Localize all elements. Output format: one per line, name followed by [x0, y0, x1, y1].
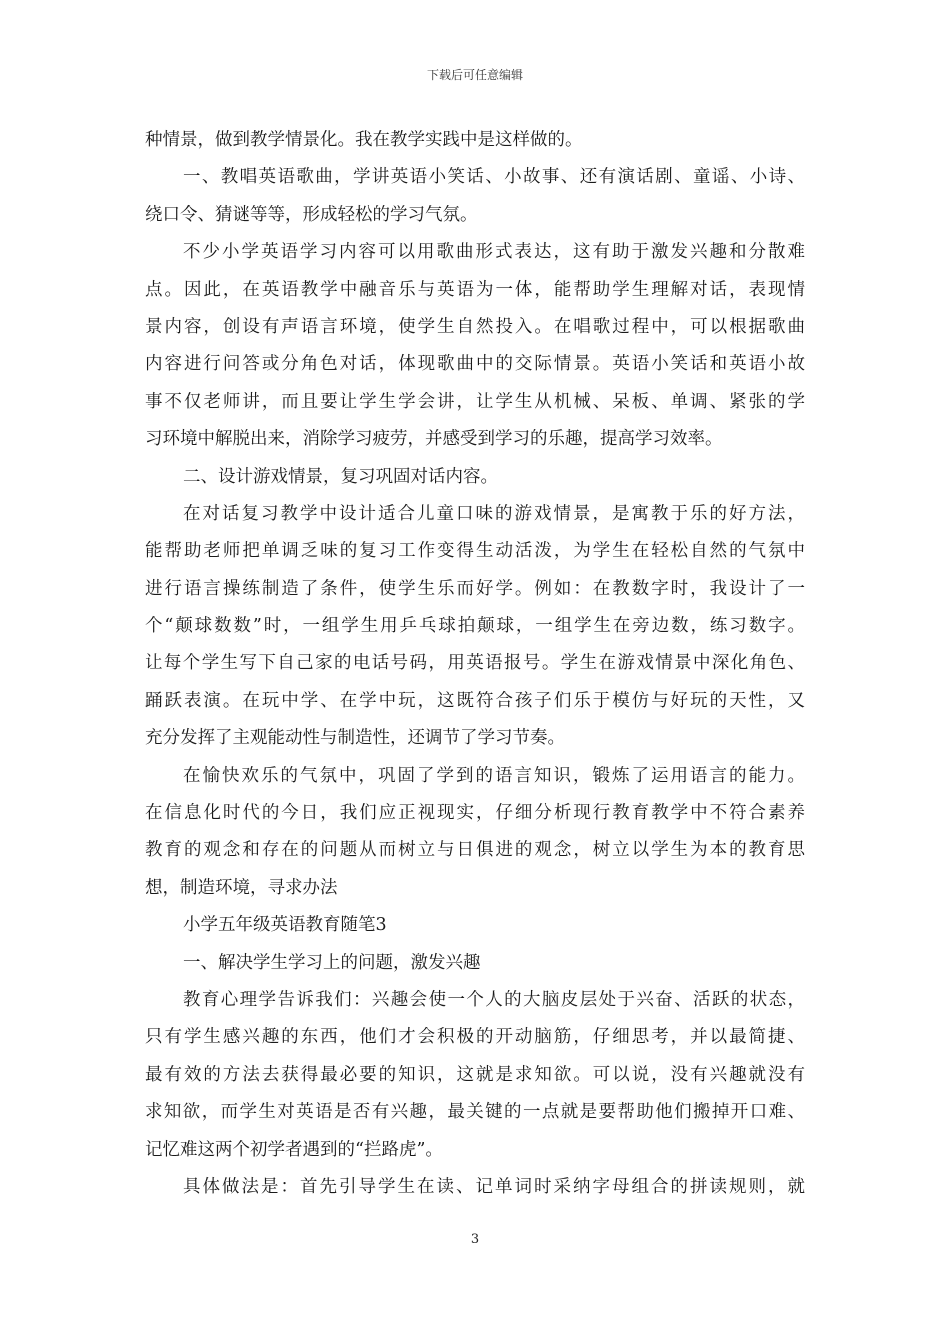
text-line: 求知欲，而学生对英语是否有兴趣，最关键的一点就是要帮助他们搬掉开口难、: [145, 1102, 805, 1123]
document-body: [145, 122, 805, 1206]
text-line: 踊跃表演。在玩中学、在学中玩，这既符合孩子们乐于模仿与好玩的天性，又: [145, 690, 805, 711]
text-line: 最有效的方法去获得最必要的知识，这就是求知欲。可以说，没有兴趣就没有: [145, 1064, 805, 1085]
text-line: 让每个学生写下自己家的电话号码，用英语报号。学生在游戏情景中深化角色、: [145, 653, 805, 674]
page-header: 下载后可任意编辑: [426, 68, 523, 82]
text-line: 进行语言操练制造了条件，使学生乐而好学。例如：在教数字时，我设计了一: [145, 578, 805, 599]
text-line: 种情景，做到教学情景化。我在教学实践中是这样做的。: [145, 130, 583, 150]
text-line: 教育心理学告诉我们：兴趣会使一个人的大脑皮层处于兴奋、活跃的状态，: [183, 989, 805, 1010]
text-line: 绕口令、猜谜等等，形成轻松的学习气氛。: [145, 204, 478, 225]
text-line: 二、设计游戏情景，复习巩固对话内容。: [183, 466, 498, 487]
text-line: 点。因此，在英语教学中融音乐与英语为一体，能帮助学生理解对话，表现情: [145, 279, 805, 300]
text-line: 充分发挥了主观能动性与制造性，还调节了学习节奏。: [145, 728, 565, 749]
text-line: 景内容，创设有声语言环境，使学生自然投入。在唱歌过程中，可以根据歌曲: [145, 316, 805, 337]
text-line: 一、教唱英语歌曲，学讲英语小笑话、小故事、还有演话剧、童谣、小诗、: [183, 167, 805, 188]
text-line: 想，制造环境，寻求办法: [145, 877, 338, 898]
text-line: 教育的观念和存在的问题从而树立与日俱进的观念，树立以学生为本的教育思: [145, 840, 805, 861]
text-line: 只有学生感兴趣的东西，他们才会积极的开动脑筋，仔细思考，并以最简捷、: [145, 1027, 805, 1048]
text-line: 内容进行问答或分角色对话，体现歌曲中的交际情景。英语小笑话和英语小故: [145, 354, 805, 375]
text-line: 在信息化时代的今日，我们应正视现实，仔细分析现行教育教学中不符合素养: [145, 803, 805, 824]
text-line: 在对话复习教学中设计适合儿童口味的游戏情景，是寓教于乐的好方法，: [183, 503, 805, 524]
text-line: 在愉快欢乐的气氛中，巩固了学到的语言知识，锻炼了运用语言的能力。: [183, 765, 805, 786]
text-line: 习环境中解脱出来，消除学习疲劳，并感受到学习的乐趣，提高学习效率。: [145, 429, 723, 450]
text-line: 能帮助老师把单调乏味的复习工作变得生动活泼，为学生在轻松自然的气氛中: [145, 541, 805, 562]
text-line: 具体做法是：首先引导学生在读、记单词时采纳字母组合的拼读规则，就: [183, 1176, 805, 1197]
text-line: 小学五年级英语教育随笔3: [183, 915, 387, 936]
text-line: 个“颠球数数”时，一组学生用乒乓球拍颠球，一组学生在旁边数，练习数字。: [145, 616, 805, 637]
text-line: 不少小学英语学习内容可以用歌曲形式表达，这有助于激发兴趣和分散难: [183, 242, 805, 263]
text-line: 记忆难这两个初学者遇到的“拦路虎”。: [145, 1139, 443, 1160]
page-number: 3: [470, 1232, 480, 1247]
text-line: 事不仅老师讲，而且要让学生学会讲，让学生从机械、呆板、单调、紧张的学: [145, 391, 805, 412]
text-line: 一、解决学生学习上的问题，激发兴趣: [183, 952, 481, 973]
